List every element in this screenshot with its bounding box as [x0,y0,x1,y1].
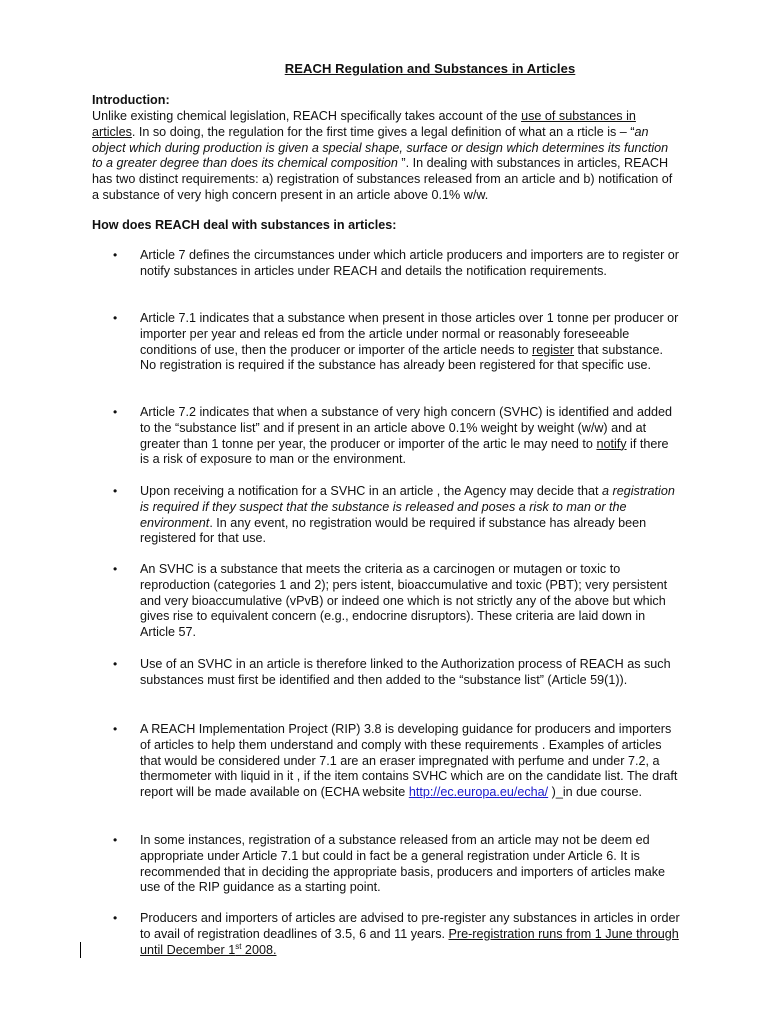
intro-definition: an object which during production is given a special shape, surface or design which determines its function to a greater degree than does its chemical composition [92,124,669,171]
intro-text-3: ”. In dealing with substances in articles, REACH has two distinct requirements: a) registration of substances released from an article and b) notification of a substance of very high concern present in an article above 0.1% w/w. [92,156,673,202]
bullet-text: Article 7.1 indicates that a substance when present in those articles over 1 tonne per producer or importer per year and releas ed from the article under normal or reasonably foreseeable conditions of use, then the producer or importer of the article needs to [140,311,679,357]
intro-paragraph [92,109,682,204]
list-item [113,833,680,896]
list-item [113,657,680,689]
list-item [113,405,680,468]
bullet-icon: • [113,311,118,325]
bullet-underline: register [532,342,575,357]
intro-text-2: . In so doing, the regulation for the first time gives a legal definition of what an a rticle is – “ [131,124,635,139]
list-item [113,562,680,641]
bullet-icon: • [113,405,118,419]
bullet-icon: • [113,911,118,925]
bullet-text: Article 7 defines the circumstances under which article producers and importers are to register or notify substances in articles under REACH and details the notification requirements. [140,248,679,278]
bullet-text: Upon receiving a notification for a SVHC in an article , the Agency may decide that [140,484,603,498]
intro-heading: Introduction: [92,93,170,107]
list-item [113,248,680,280]
bullet-text: A REACH Implementation Project (RIP) 3.8 is developing guidance for producers and importers of articles to help them understand and comply with these requirements . Examples of articles that would be considered under 7.1 are an eraser impregnated with perfume and under 7.2, a thermometer with liquid in it , if the item contains SVHC which are on the candidate list. The draft report will be made available on (ECHA website [140,722,678,800]
list-item [113,911,680,958]
list-item [113,722,680,801]
bullet-text: if there is a risk of exposure to man or the environment. [140,436,669,467]
page-title: REACH Regulation and Substances in Articles [284,61,576,76]
list-item [113,311,680,374]
ordinal-suffix: st [235,941,242,951]
bullet-italic: a registration is required if they suspect that the substance is released and poses a risk to man or the environment [140,484,675,530]
bullet-text: In some instances, registration of a substance released from an article may not be deem ed appropriate under Article 7.1 but could in fact be a general registration under Article 6. It is recommended that in deciding the appropriate basis, producers and importers of articles make use of the RIP guidance as a starting point. [140,833,666,895]
list-item [113,484,680,547]
bullet-icon: • [113,833,118,847]
bullet-text: )_in due course. [548,785,642,800]
bullet-icon: • [113,484,118,498]
preregistration-text: Pre-registration runs from 1 June through until December 1 [140,926,679,957]
bullet-text: Article 7.2 indicates that when a substance of very high concern (SVHC) is identified and added to the “substance list” and if present in an article above 0.1% weight by weight (w/w) and at greater than 1 tonne per year, the producer or importer of the artic le may need to [140,405,673,451]
bullet-icon: • [113,248,118,262]
intro-underline-1: use of substances in articles [92,109,636,139]
section-heading: How does REACH deal with substances in articles: [92,218,397,232]
revision-bar [80,942,81,958]
bullet-icon: • [113,657,118,671]
intro-text-1: Unlike existing chemical legislation, REACH specifically takes account of the [92,109,522,123]
bullet-text: that substance. No registration is required if the substance has already been registered for that specific use. [140,342,663,373]
bullet-text: Producers and importers of articles are advised to pre-register any substances in articles in order to avail of registration deadlines of 3.5, 6 and 11 years. [140,911,680,941]
bullet-text: An SVHC is a substance that meets the criteria as a carcinogen or mutagen or toxic to reproduction (categories 1 and 2); pers istent, bioaccumulative and toxic (PBT); very persistent and very bioaccumulative (vPvB) or indeed one which is not strictly any of the above but which gives rise to equivalent concern (e.g., endocrine disruptors). These criteria are laid down in Article 57. [140,562,668,640]
bullet-underline: notify [596,436,627,451]
bullet-icon: • [113,722,118,736]
bullet-text: . In any event, no registration would be required if substance has already been registered for that use. [140,515,647,546]
preregistration-year: 2008. [241,942,277,957]
bullet-icon: • [113,562,118,576]
echa-website-link[interactable]: http://ec.europa.eu/echa/ [408,785,549,800]
bullet-text: Use of an SVHC in an article is therefore linked to the Authorization process of REACH as such substances must first be identified and then added to the “substance list” (Article 59(1)). [140,657,671,687]
